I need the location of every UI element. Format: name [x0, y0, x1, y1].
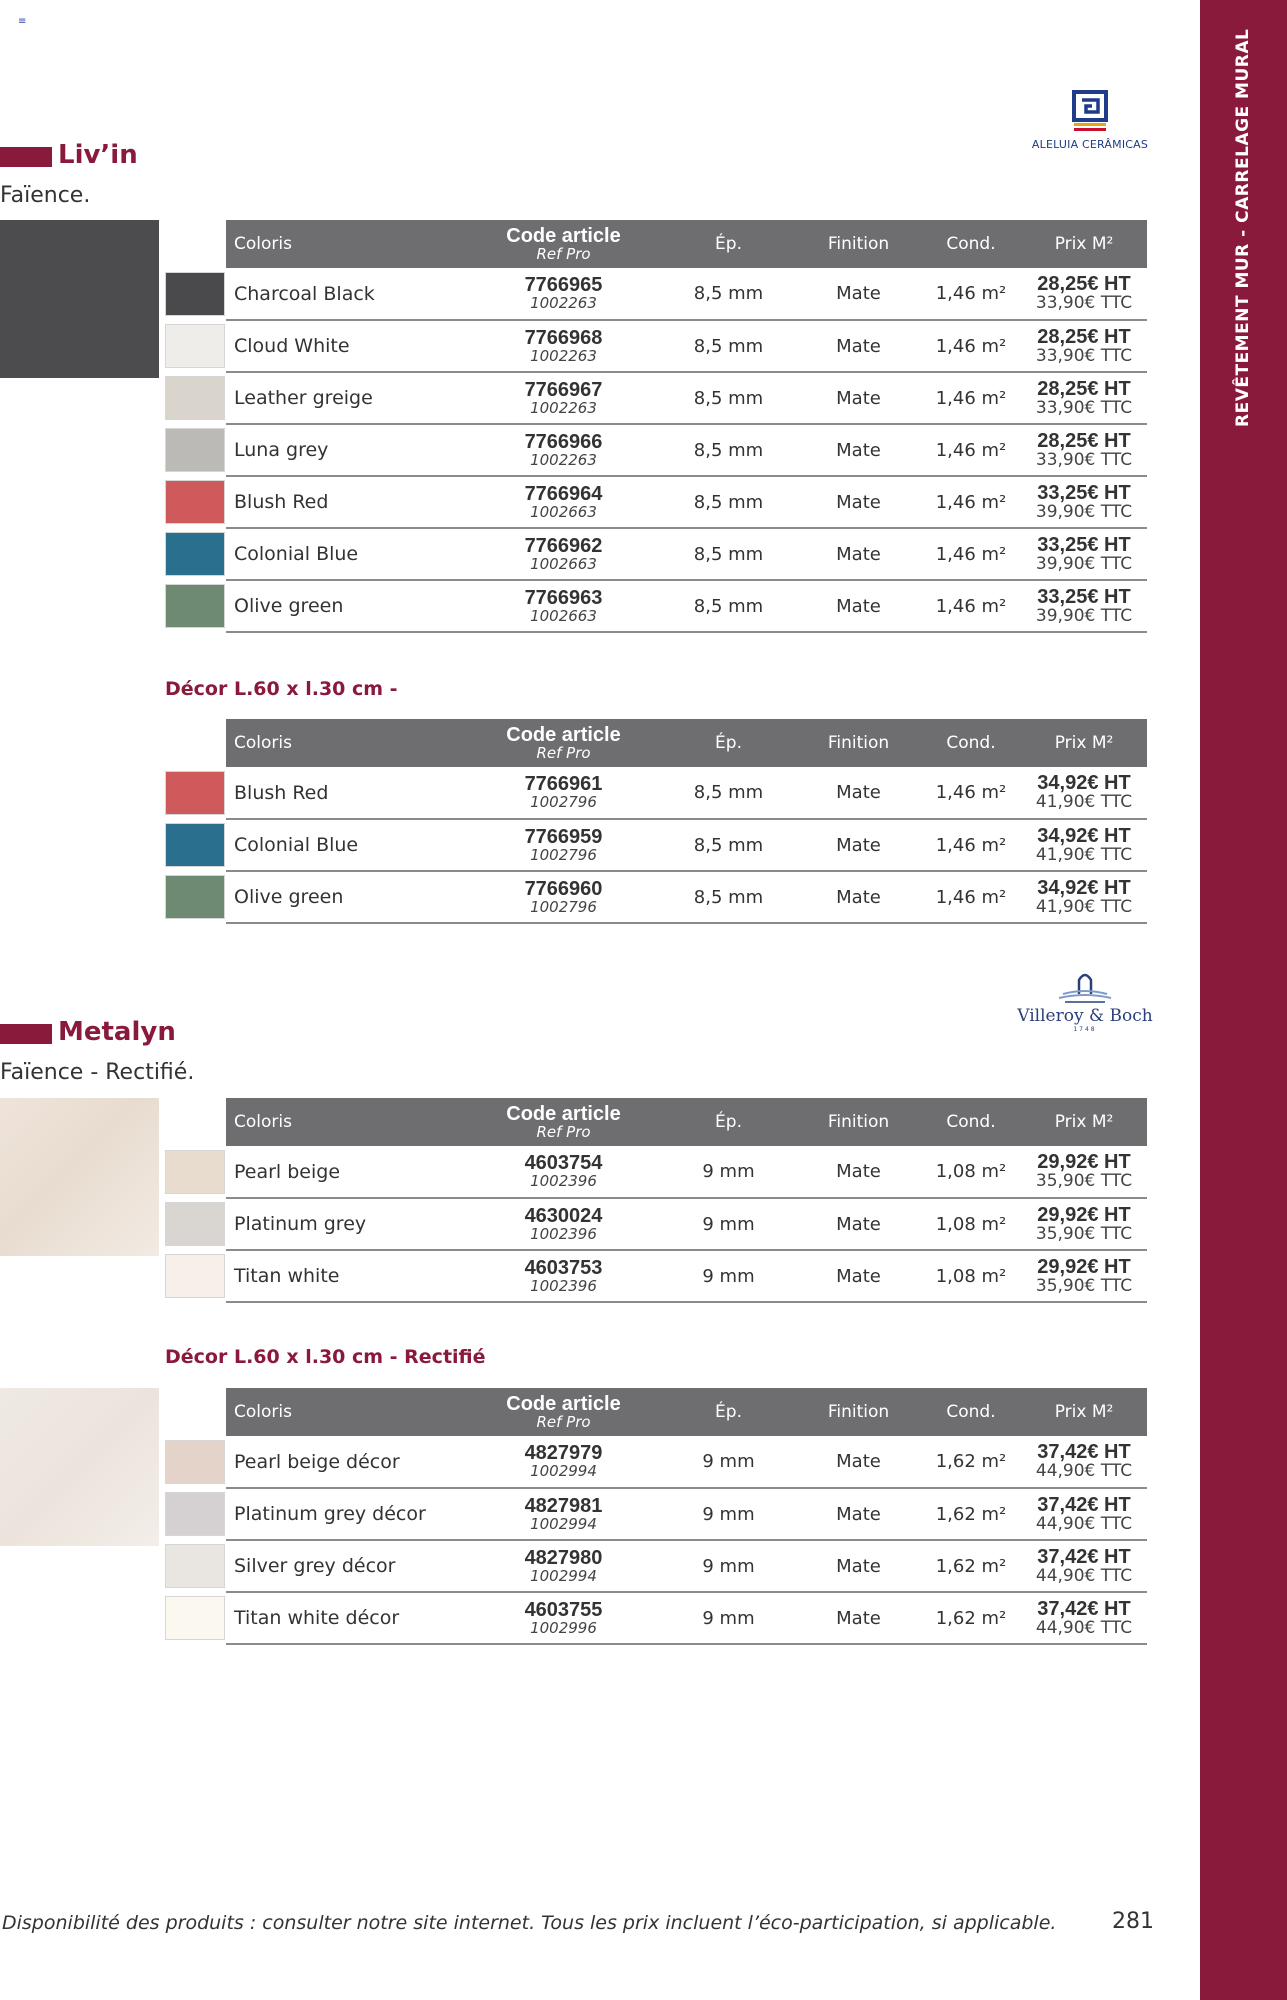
price-ht: 34,92€ HT: [1037, 876, 1131, 899]
table-row: [226, 1436, 1147, 1488]
decor-title-livin: Décor L.60 x l.30 cm -: [165, 678, 398, 700]
header-cond: Cond.: [946, 1112, 996, 1132]
code-value: 7766965: [524, 274, 603, 296]
price-cell: [1021, 871, 1147, 923]
price-cell: [1021, 372, 1147, 424]
header-code: [466, 719, 661, 767]
color-swatch: [165, 376, 225, 420]
thickness-value: 9 mm: [702, 1607, 755, 1629]
article-code: [466, 1436, 661, 1488]
code-value: 4827980: [524, 1546, 603, 1569]
thickness-value: 9 mm: [702, 1555, 755, 1577]
article-code: [466, 424, 661, 476]
ref-pro-value: 1002663: [530, 502, 597, 521]
article-code: [466, 1198, 661, 1250]
price-ht: 33,25€ HT: [1037, 533, 1131, 556]
packaging-value: 1,62 m²: [935, 1451, 1007, 1472]
coloris-name: Titan white: [234, 1265, 340, 1287]
price-ttc: 33,90€ TTC: [1035, 345, 1133, 366]
price-ht: 37,42€ HT: [1037, 1597, 1131, 1620]
header-code: [466, 1388, 661, 1436]
section-title-livin: Liv’in: [58, 140, 138, 170]
product-photo-metalyn-decor: [0, 1388, 159, 1546]
price-cell: [1021, 268, 1147, 320]
price-cell: [1021, 1592, 1147, 1644]
packaging-value: 1,08 m²: [935, 1213, 1007, 1235]
code-value: 4827979: [524, 1442, 603, 1464]
coloris-name: Colonial Blue: [234, 834, 359, 856]
price-ttc: 41,90€ TTC: [1035, 792, 1133, 812]
article-code: [466, 476, 661, 528]
code-value: 7766960: [524, 877, 603, 900]
header-prix: Prix M²: [1054, 234, 1114, 254]
thickness-value: 8,5 mm: [693, 886, 764, 908]
packaging-value: 1,08 m²: [935, 1265, 1007, 1287]
header-coloris: Coloris: [234, 733, 292, 753]
color-swatch: [165, 1544, 225, 1588]
header-ep: Ép.: [715, 234, 742, 254]
sidebar-label: REVÊTEMENT MUR - CARRELAGE MURAL: [1233, 28, 1253, 427]
color-swatch: [165, 1202, 225, 1246]
header-code-label: Code article: [506, 723, 621, 746]
table-row: [226, 1592, 1147, 1644]
finish-value: Mate: [836, 543, 881, 565]
coloris-name: Platinum grey décor: [234, 1503, 426, 1525]
price-cell: [1021, 819, 1147, 871]
ref-pro-value: 1002996: [530, 1618, 597, 1637]
packaging-value: 1,46 m²: [935, 335, 1007, 357]
article-code: [466, 580, 661, 632]
price-cell: [1021, 1540, 1147, 1592]
header-prix: Prix M²: [1054, 1402, 1114, 1422]
ref-pro-value: 1002994: [530, 1514, 597, 1533]
price-ht: 29,92€ HT: [1037, 1203, 1131, 1226]
finish-value: Mate: [836, 1265, 881, 1287]
article-code: [466, 1592, 661, 1644]
thickness-value: 8,5 mm: [693, 543, 764, 565]
table-row: [226, 528, 1147, 580]
coloris-name: Blush Red: [234, 491, 329, 513]
finish-value: Mate: [836, 283, 881, 304]
aleluia-name: ALELUIA CERÂMICAS: [1031, 138, 1149, 151]
product-table-metalyn-decor: [226, 1388, 1147, 1645]
article-code: [466, 871, 661, 923]
coloris-name: Titan white décor: [234, 1607, 400, 1629]
thickness-value: 8,5 mm: [693, 439, 764, 461]
villeroy-boch-name: Villeroy & Boch: [1017, 1006, 1153, 1026]
thickness-value: 8,5 mm: [693, 335, 764, 357]
code-value: 7766967: [524, 378, 603, 401]
ref-pro-value: 1002263: [530, 294, 597, 312]
thickness-value: 8,5 mm: [693, 595, 764, 617]
finish-value: Mate: [836, 491, 881, 513]
packaging-value: 1,46 m²: [935, 782, 1007, 803]
price-ttc: 39,90€ TTC: [1035, 605, 1133, 626]
article-code: [466, 1250, 661, 1302]
page-number: 281: [1112, 1909, 1154, 1934]
thickness-value: 8,5 mm: [693, 782, 764, 803]
table-header: [226, 1098, 1147, 1146]
table-row: [226, 320, 1147, 372]
code-value: 7766961: [524, 773, 603, 795]
section-title-metalyn: Metalyn: [58, 1017, 176, 1047]
header-ep: Ép.: [715, 1112, 742, 1132]
code-value: 7766964: [524, 482, 603, 505]
price-ttc: 35,90€ TTC: [1035, 1171, 1133, 1191]
price-cell: [1021, 1488, 1147, 1540]
villeroy-boch-logo: [1010, 968, 1160, 1033]
code-value: 4827981: [524, 1494, 603, 1517]
header-prix: Prix M²: [1054, 733, 1114, 753]
price-ttc: 33,90€ TTC: [1035, 293, 1133, 313]
finish-value: Mate: [836, 1213, 881, 1235]
price-ht: 28,25€ HT: [1037, 429, 1131, 452]
price-cell: [1021, 1146, 1147, 1198]
header-finition: Finition: [827, 1112, 890, 1132]
article-code: [466, 819, 661, 871]
ref-pro-value: 1002796: [530, 793, 597, 811]
price-ttc: 35,90€ TTC: [1035, 1275, 1133, 1296]
villeroy-boch-year: 1748: [1073, 1026, 1097, 1033]
price-ttc: 35,90€ TTC: [1035, 1223, 1133, 1244]
color-swatch: [165, 272, 225, 316]
header-ep: Ép.: [715, 733, 742, 753]
table-header: [226, 220, 1147, 268]
decor-title-metalyn: Décor L.60 x l.30 cm - Rectifié: [165, 1346, 486, 1368]
price-cell: [1021, 528, 1147, 580]
table-row: [226, 476, 1147, 528]
article-code: [466, 320, 661, 372]
product-photo-metalyn: [0, 1098, 159, 1256]
table-row: [226, 268, 1147, 320]
article-code: [466, 268, 661, 320]
price-cell: [1021, 1198, 1147, 1250]
header-code-label: Code article: [506, 1392, 621, 1415]
coloris-name: Pearl beige décor: [234, 1450, 400, 1473]
coloris-name: Blush Red: [234, 781, 329, 804]
finish-value: Mate: [836, 886, 881, 908]
header-coloris: Coloris: [234, 234, 292, 254]
thickness-value: 9 mm: [702, 1161, 755, 1182]
ref-pro-value: 1002396: [530, 1276, 597, 1295]
packaging-value: 1,46 m²: [935, 543, 1007, 565]
aleluia-logo: [1030, 90, 1150, 151]
header-ref-label: Ref Pro: [536, 743, 591, 762]
price-ttc: 39,90€ TTC: [1035, 553, 1133, 574]
header-code: [466, 1098, 661, 1146]
packaging-value: 1,62 m²: [935, 1607, 1007, 1629]
article-code: [466, 1540, 661, 1592]
packaging-value: 1,08 m²: [935, 1161, 1007, 1182]
table-row: [226, 580, 1147, 632]
price-ht: 37,42€ HT: [1037, 1493, 1131, 1516]
code-value: 7766962: [524, 534, 603, 557]
price-ht: 28,25€ HT: [1037, 325, 1131, 348]
table-row: [226, 372, 1147, 424]
coloris-name: Leather greige: [234, 387, 373, 409]
table-row: [226, 871, 1147, 923]
table-row: [226, 1540, 1147, 1592]
header-coloris: Coloris: [234, 1112, 292, 1132]
color-swatch: [165, 1596, 225, 1640]
aleluia-mark-icon: [1072, 90, 1108, 134]
price-ttc: 44,90€ TTC: [1035, 1461, 1133, 1481]
price-ht: 33,25€ HT: [1037, 481, 1131, 504]
header-coloris: Coloris: [234, 1402, 292, 1422]
finish-value: Mate: [836, 782, 881, 803]
header-code-label: Code article: [506, 224, 621, 247]
color-swatch: [165, 1440, 225, 1484]
price-ttc: 44,90€ TTC: [1035, 1513, 1133, 1534]
color-swatch: [165, 875, 225, 919]
coloris-name: Silver grey décor: [234, 1555, 396, 1577]
price-cell: [1021, 1436, 1147, 1488]
article-code: [466, 1146, 661, 1198]
article-code: [466, 528, 661, 580]
header-ref-label: Ref Pro: [536, 244, 591, 263]
header-cond: Cond.: [946, 234, 996, 254]
article-code: [466, 372, 661, 424]
table-header: [226, 719, 1147, 767]
product-table-livin: [226, 220, 1147, 633]
price-ht: 37,42€ HT: [1037, 1545, 1131, 1568]
coloris-name: Olive green: [234, 595, 344, 617]
menu-icon[interactable]: ≡: [18, 16, 27, 27]
code-value: 4603753: [524, 1256, 603, 1279]
thickness-value: 8,5 mm: [693, 491, 764, 513]
table-row: [226, 767, 1147, 819]
header-prix: Prix M²: [1054, 1112, 1114, 1132]
ref-pro-value: 1002994: [530, 1566, 597, 1585]
code-value: 4630024: [524, 1204, 603, 1227]
table-header: [226, 1388, 1147, 1436]
coloris-name: Luna grey: [234, 439, 329, 461]
price-ht: 34,92€ HT: [1037, 772, 1131, 794]
price-ht: 33,25€ HT: [1037, 585, 1131, 608]
price-cell: [1021, 767, 1147, 819]
ref-pro-value: 1002263: [530, 450, 597, 469]
price-ttc: 41,90€ TTC: [1035, 844, 1133, 865]
finish-value: Mate: [836, 834, 881, 856]
price-cell: [1021, 580, 1147, 632]
thickness-value: 9 mm: [702, 1451, 755, 1472]
price-ht: 28,25€ HT: [1037, 273, 1131, 295]
header-ref-label: Ref Pro: [536, 1122, 591, 1141]
ref-pro-value: 1002396: [530, 1224, 597, 1243]
packaging-value: 1,46 m²: [935, 886, 1007, 908]
color-swatch: [165, 480, 225, 524]
finish-value: Mate: [836, 595, 881, 617]
price-ttc: 33,90€ TTC: [1035, 449, 1133, 470]
price-ttc: 33,90€ TTC: [1035, 397, 1133, 418]
header-code: [466, 220, 661, 268]
price-ht: 28,25€ HT: [1037, 377, 1131, 400]
color-swatch: [165, 324, 225, 368]
coloris-name: Olive green: [234, 886, 344, 908]
thickness-value: 8,5 mm: [693, 387, 764, 409]
finish-value: Mate: [836, 335, 881, 357]
price-ht: 37,42€ HT: [1037, 1441, 1131, 1463]
coloris-name: Platinum grey: [234, 1213, 367, 1235]
finish-value: Mate: [836, 1451, 881, 1472]
header-code-label: Code article: [506, 1102, 621, 1125]
footer-note: Disponibilité des produits : consulter notre site internet. Tous les prix incluent l’éco-participation, si applicable.: [2, 1912, 1057, 1934]
coloris-name: Colonial Blue: [234, 543, 359, 565]
price-ttc: 44,90€ TTC: [1035, 1565, 1133, 1586]
product-table-metalyn: [226, 1098, 1147, 1303]
code-value: 7766966: [524, 430, 603, 453]
finish-value: Mate: [836, 1503, 881, 1525]
packaging-value: 1,46 m²: [935, 595, 1007, 617]
thickness-value: 8,5 mm: [693, 283, 764, 304]
header-finition: Finition: [827, 733, 890, 753]
packaging-value: 1,46 m²: [935, 491, 1007, 513]
table-row: [226, 1146, 1147, 1198]
color-swatch: [165, 1150, 225, 1194]
finish-value: Mate: [836, 439, 881, 461]
ref-pro-value: 1002663: [530, 606, 597, 625]
ref-pro-value: 1002396: [530, 1172, 597, 1190]
price-ttc: 39,90€ TTC: [1035, 501, 1133, 522]
ref-pro-value: 1002663: [530, 554, 597, 573]
coloris-name: Charcoal Black: [234, 282, 375, 305]
section-subtitle-metalyn: Faïence - Rectifié.: [0, 1060, 195, 1085]
color-swatch: [165, 532, 225, 576]
color-swatch: [165, 1254, 225, 1298]
price-ttc: 44,90€ TTC: [1035, 1617, 1133, 1638]
table-row: [226, 1198, 1147, 1250]
table-row: [226, 1488, 1147, 1540]
packaging-value: 1,46 m²: [935, 834, 1007, 856]
article-code: [466, 1488, 661, 1540]
price-ttc: 41,90€ TTC: [1035, 896, 1133, 917]
header-cond: Cond.: [946, 1402, 996, 1422]
fountain-icon: [1055, 968, 1115, 1004]
color-swatch: [165, 1492, 225, 1536]
packaging-value: 1,46 m²: [935, 387, 1007, 409]
header-cond: Cond.: [946, 733, 996, 753]
finish-value: Mate: [836, 1555, 881, 1577]
table-row: [226, 424, 1147, 476]
price-cell: [1021, 320, 1147, 372]
header-finition: Finition: [827, 1402, 890, 1422]
color-swatch: [165, 771, 225, 815]
thickness-value: 9 mm: [702, 1265, 755, 1287]
table-row: [226, 1250, 1147, 1302]
section-marker-livin: [0, 147, 52, 167]
color-swatch: [165, 823, 225, 867]
thickness-value: 9 mm: [702, 1213, 755, 1235]
finish-value: Mate: [836, 1161, 881, 1182]
code-value: 7766968: [524, 326, 603, 349]
price-cell: [1021, 1250, 1147, 1302]
section-subtitle-livin: Faïence.: [0, 183, 91, 208]
table-row: [226, 819, 1147, 871]
header-ep: Ép.: [715, 1402, 742, 1422]
header-ref-label: Ref Pro: [536, 1412, 591, 1431]
code-value: 7766963: [524, 586, 603, 609]
packaging-value: 1,46 m²: [935, 283, 1007, 304]
code-value: 7766959: [524, 825, 603, 848]
coloris-name: Cloud White: [234, 335, 350, 357]
ref-pro-value: 1002796: [530, 845, 597, 864]
product-table-livin-decor: [226, 719, 1147, 924]
thickness-value: 9 mm: [702, 1503, 755, 1525]
product-photo-livin: [0, 220, 159, 378]
finish-value: Mate: [836, 1607, 881, 1629]
packaging-value: 1,62 m²: [935, 1503, 1007, 1525]
packaging-value: 1,46 m²: [935, 439, 1007, 461]
price-ht: 29,92€ HT: [1037, 1255, 1131, 1278]
price-cell: [1021, 476, 1147, 528]
price-ht: 34,92€ HT: [1037, 824, 1131, 847]
article-code: [466, 767, 661, 819]
finish-value: Mate: [836, 387, 881, 409]
thickness-value: 8,5 mm: [693, 834, 764, 856]
ref-pro-value: 1002796: [530, 897, 597, 916]
packaging-value: 1,62 m²: [935, 1555, 1007, 1577]
price-cell: [1021, 424, 1147, 476]
coloris-name: Pearl beige: [234, 1160, 341, 1183]
header-finition: Finition: [827, 234, 890, 254]
color-swatch: [165, 584, 225, 628]
code-value: 4603754: [524, 1152, 603, 1174]
ref-pro-value: 1002994: [530, 1462, 597, 1480]
code-value: 4603755: [524, 1598, 603, 1621]
price-ht: 29,92€ HT: [1037, 1151, 1131, 1173]
section-marker-metalyn: [0, 1024, 52, 1044]
ref-pro-value: 1002263: [530, 346, 597, 365]
ref-pro-value: 1002263: [530, 398, 597, 417]
color-swatch: [165, 428, 225, 472]
